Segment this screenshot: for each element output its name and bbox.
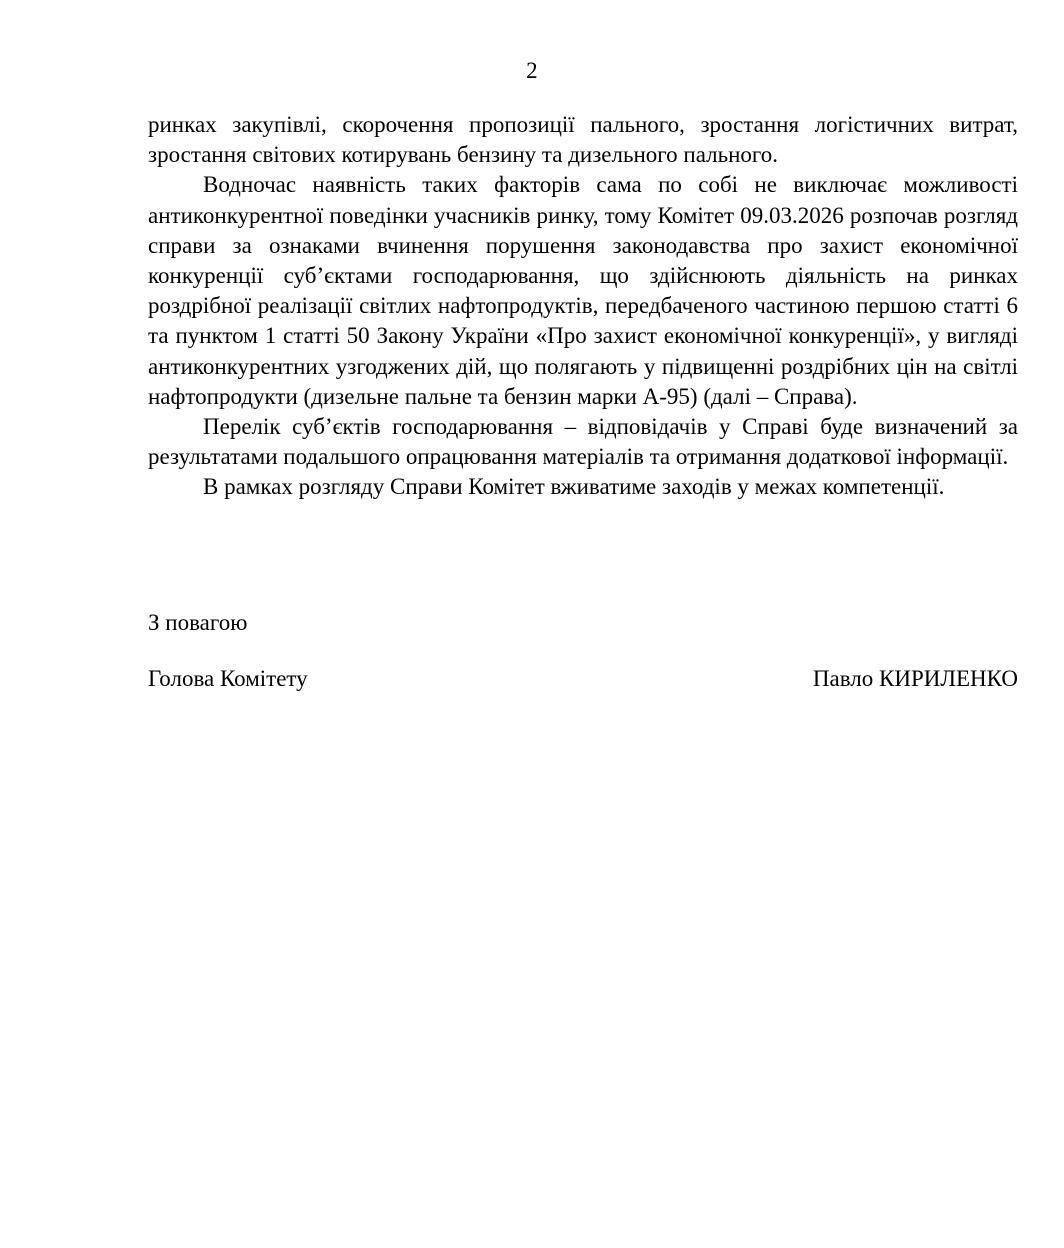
paragraph-continued: ринках закупівлі, скорочення пропозиції пального, зростання логістичних витрат, зростання світових котирувань бензину та дизельного пального. (148, 112, 1018, 168)
paragraph-respondents: Перелік суб’єктів господарювання – відповідачів у Справі буде визначений за результатами подальшого опрацювання матеріалів та отримання додаткової інформації. (148, 414, 1018, 470)
page-number: 2 (526, 58, 538, 83)
signature-row (148, 664, 1018, 694)
signer-title: Голова Комітету (148, 666, 308, 691)
signer-name: Павло КИРИЛЕНКО (812, 666, 1018, 691)
closing-regards-block (148, 608, 1018, 638)
document-body (148, 110, 1018, 503)
paragraph-measures: В рамках розгляду Справи Комітет вживатиме заходів у межах компетенції. (203, 474, 945, 500)
paragraph-case-opened: Водночас наявність таких факторів сама по собі не виключає можливості антиконкурентної поведінки учасників ринку, тому Комітет 09.03.2026 розпочав розгляд справи за ознаками вчинення порушення законодавства про захист економічної конкуренції суб’єктами господарювання, що здійснюють діяльність на ринках роздрібної реалізації світлих нафтопродуктів, передбаченого частиною першою статті 6 та пунктом 1 статті 50 Закону України «Про захист економічної конкуренції», у вигляді антиконкурентних узгоджених дій, що полягають у підвищенні роздрібних цін на світлі нафтопродукти (дизельне пальне та бензин марки А-95) (далі – Справа). (148, 172, 1018, 409)
closing-regards: З повагою (148, 610, 248, 635)
